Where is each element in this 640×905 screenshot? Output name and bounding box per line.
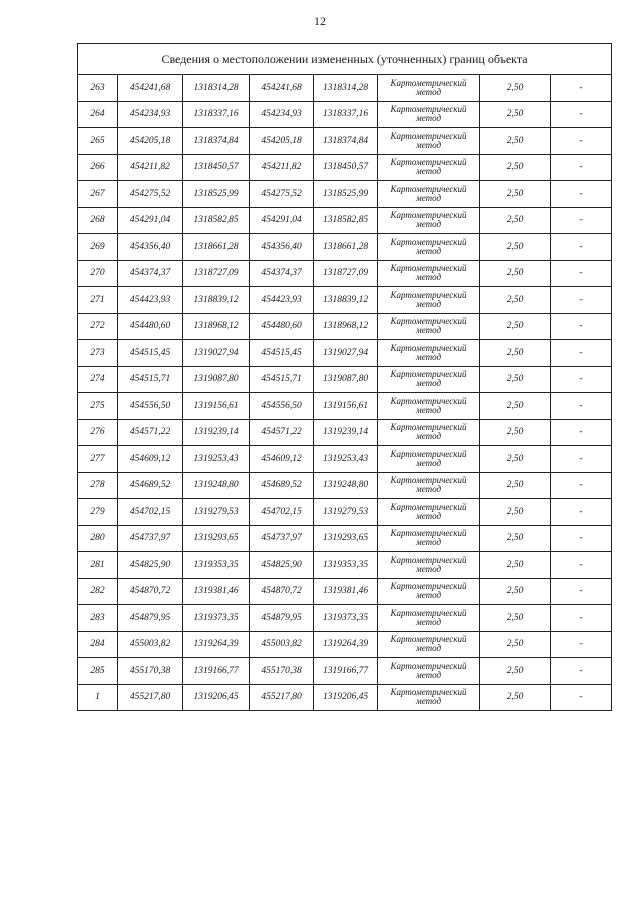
refined-x-cell: 454234,93	[250, 101, 314, 128]
existing-x-cell: 454825,90	[118, 552, 183, 579]
note-cell: -	[551, 207, 612, 234]
note-cell: -	[551, 75, 612, 102]
note-cell: -	[551, 181, 612, 208]
refined-y-cell: 1319166,77	[314, 658, 378, 685]
accuracy-cell: 2,50	[480, 499, 551, 526]
table-row	[78, 658, 612, 685]
existing-y-cell: 1319166,77	[183, 658, 250, 685]
refined-x-cell: 454702,15	[250, 499, 314, 526]
table-row	[78, 419, 612, 446]
table-row	[78, 499, 612, 526]
table-row	[78, 207, 612, 234]
refined-y-cell: 1318661,28	[314, 234, 378, 261]
note-cell: -	[551, 499, 612, 526]
accuracy-cell: 2,50	[480, 631, 551, 658]
refined-y-cell: 1319279,53	[314, 499, 378, 526]
table-row	[78, 684, 612, 711]
refined-y-cell: 1318337,16	[314, 101, 378, 128]
table-row	[78, 340, 612, 367]
note-cell: -	[551, 366, 612, 393]
point-number-cell: 272	[78, 313, 118, 340]
point-number-cell: 284	[78, 631, 118, 658]
note-cell: -	[551, 419, 612, 446]
refined-x-cell: 454515,45	[250, 340, 314, 367]
existing-y-cell: 1319373,35	[183, 605, 250, 632]
existing-x-cell: 455003,82	[118, 631, 183, 658]
refined-y-cell: 1319248,80	[314, 472, 378, 499]
method-cell: Картометрический метод	[378, 313, 480, 340]
table-title: Сведения о местоположении измененных (уточненных) границ объекта	[78, 44, 612, 75]
existing-y-cell: 1319279,53	[183, 499, 250, 526]
refined-y-cell: 1319253,43	[314, 446, 378, 473]
point-number-cell: 283	[78, 605, 118, 632]
accuracy-cell: 2,50	[480, 605, 551, 632]
existing-y-cell: 1318374,84	[183, 128, 250, 155]
page-number: 12	[314, 14, 326, 28]
existing-x-cell: 454374,37	[118, 260, 183, 287]
note-cell: -	[551, 393, 612, 420]
point-number-cell: 273	[78, 340, 118, 367]
method-cell: Картометрический метод	[378, 472, 480, 499]
table-row	[78, 128, 612, 155]
refined-x-cell: 454275,52	[250, 181, 314, 208]
existing-y-cell: 1319264,39	[183, 631, 250, 658]
method-cell: Картометрический метод	[378, 366, 480, 393]
table-row	[78, 75, 612, 102]
refined-x-cell: 454205,18	[250, 128, 314, 155]
method-cell: Картометрический метод	[378, 419, 480, 446]
accuracy-cell: 2,50	[480, 340, 551, 367]
boundary-coordinates-table	[77, 43, 612, 711]
refined-y-cell: 1318450,57	[314, 154, 378, 181]
note-cell: -	[551, 472, 612, 499]
refined-x-cell: 454423,93	[250, 287, 314, 314]
refined-y-cell: 1319373,35	[314, 605, 378, 632]
table-row	[78, 101, 612, 128]
table-row	[78, 260, 612, 287]
method-cell: Картометрический метод	[378, 605, 480, 632]
refined-x-cell: 454374,37	[250, 260, 314, 287]
note-cell: -	[551, 101, 612, 128]
refined-x-cell: 454571,22	[250, 419, 314, 446]
accuracy-cell: 2,50	[480, 207, 551, 234]
existing-y-cell: 1319027,94	[183, 340, 250, 367]
existing-x-cell: 454515,45	[118, 340, 183, 367]
method-cell: Картометрический метод	[378, 552, 480, 579]
accuracy-cell: 2,50	[480, 393, 551, 420]
existing-x-cell: 455217,80	[118, 684, 183, 711]
existing-y-cell: 1318727,09	[183, 260, 250, 287]
note-cell: -	[551, 260, 612, 287]
existing-y-cell: 1319293,65	[183, 525, 250, 552]
method-cell: Картометрический метод	[378, 181, 480, 208]
table-title-row	[78, 44, 612, 75]
table-row	[78, 366, 612, 393]
accuracy-cell: 2,50	[480, 446, 551, 473]
refined-x-cell: 454241,68	[250, 75, 314, 102]
point-number-cell: 278	[78, 472, 118, 499]
note-cell: -	[551, 552, 612, 579]
existing-x-cell: 454275,52	[118, 181, 183, 208]
method-cell: Картометрический метод	[378, 287, 480, 314]
refined-y-cell: 1319381,46	[314, 578, 378, 605]
table-row	[78, 552, 612, 579]
existing-x-cell: 455170,38	[118, 658, 183, 685]
existing-y-cell: 1319156,61	[183, 393, 250, 420]
method-cell: Картометрический метод	[378, 260, 480, 287]
method-cell: Картометрический метод	[378, 75, 480, 102]
refined-y-cell: 1318582,85	[314, 207, 378, 234]
accuracy-cell: 2,50	[480, 287, 551, 314]
table-row	[78, 631, 612, 658]
existing-y-cell: 1319239,14	[183, 419, 250, 446]
refined-y-cell: 1319087,80	[314, 366, 378, 393]
accuracy-cell: 2,50	[480, 472, 551, 499]
existing-y-cell: 1319353,35	[183, 552, 250, 579]
accuracy-cell: 2,50	[480, 181, 551, 208]
existing-x-cell: 454291,04	[118, 207, 183, 234]
refined-x-cell: 454879,95	[250, 605, 314, 632]
accuracy-cell: 2,50	[480, 366, 551, 393]
method-cell: Картометрический метод	[378, 101, 480, 128]
refined-y-cell: 1318525,99	[314, 181, 378, 208]
existing-y-cell: 1318525,99	[183, 181, 250, 208]
refined-x-cell: 455170,38	[250, 658, 314, 685]
accuracy-cell: 2,50	[480, 75, 551, 102]
note-cell: -	[551, 128, 612, 155]
method-cell: Картометрический метод	[378, 154, 480, 181]
note-cell: -	[551, 287, 612, 314]
point-number-cell: 285	[78, 658, 118, 685]
accuracy-cell: 2,50	[480, 684, 551, 711]
refined-y-cell: 1318839,12	[314, 287, 378, 314]
point-number-cell: 275	[78, 393, 118, 420]
refined-x-cell: 454291,04	[250, 207, 314, 234]
accuracy-cell: 2,50	[480, 260, 551, 287]
point-number-cell: 266	[78, 154, 118, 181]
refined-x-cell: 454737,97	[250, 525, 314, 552]
method-cell: Картометрический метод	[378, 234, 480, 261]
method-cell: Картометрический метод	[378, 499, 480, 526]
existing-y-cell: 1318450,57	[183, 154, 250, 181]
refined-y-cell: 1319239,14	[314, 419, 378, 446]
note-cell: -	[551, 658, 612, 685]
refined-y-cell: 1318727,09	[314, 260, 378, 287]
refined-x-cell: 454870,72	[250, 578, 314, 605]
refined-x-cell: 454609,12	[250, 446, 314, 473]
accuracy-cell: 2,50	[480, 154, 551, 181]
method-cell: Картометрический метод	[378, 658, 480, 685]
existing-y-cell: 1318582,85	[183, 207, 250, 234]
refined-x-cell: 454825,90	[250, 552, 314, 579]
method-cell: Картометрический метод	[378, 631, 480, 658]
note-cell: -	[551, 578, 612, 605]
table-row	[78, 393, 612, 420]
existing-y-cell: 1319381,46	[183, 578, 250, 605]
refined-x-cell: 455003,82	[250, 631, 314, 658]
table-row	[78, 154, 612, 181]
point-number-cell: 282	[78, 578, 118, 605]
accuracy-cell: 2,50	[480, 658, 551, 685]
table-row	[78, 525, 612, 552]
existing-x-cell: 454205,18	[118, 128, 183, 155]
refined-y-cell: 1319293,65	[314, 525, 378, 552]
table-row	[78, 578, 612, 605]
refined-x-cell: 454556,50	[250, 393, 314, 420]
point-number-cell: 265	[78, 128, 118, 155]
note-cell: -	[551, 684, 612, 711]
existing-y-cell: 1318337,16	[183, 101, 250, 128]
existing-y-cell: 1318968,12	[183, 313, 250, 340]
point-number-cell: 271	[78, 287, 118, 314]
existing-x-cell: 454571,22	[118, 419, 183, 446]
method-cell: Картометрический метод	[378, 128, 480, 155]
existing-y-cell: 1319206,45	[183, 684, 250, 711]
accuracy-cell: 2,50	[480, 128, 551, 155]
method-cell: Картометрический метод	[378, 525, 480, 552]
refined-y-cell: 1319156,61	[314, 393, 378, 420]
method-cell: Картометрический метод	[378, 684, 480, 711]
existing-x-cell: 454702,15	[118, 499, 183, 526]
refined-x-cell: 455217,80	[250, 684, 314, 711]
refined-x-cell: 454211,82	[250, 154, 314, 181]
existing-y-cell: 1319087,80	[183, 366, 250, 393]
note-cell: -	[551, 154, 612, 181]
existing-y-cell: 1318661,28	[183, 234, 250, 261]
point-number-cell: 269	[78, 234, 118, 261]
existing-x-cell: 454609,12	[118, 446, 183, 473]
existing-y-cell: 1319253,43	[183, 446, 250, 473]
existing-y-cell: 1318839,12	[183, 287, 250, 314]
note-cell: -	[551, 525, 612, 552]
table-row	[78, 287, 612, 314]
accuracy-cell: 2,50	[480, 234, 551, 261]
existing-x-cell: 454234,93	[118, 101, 183, 128]
method-cell: Картометрический метод	[378, 578, 480, 605]
accuracy-cell: 2,50	[480, 101, 551, 128]
refined-y-cell: 1318314,28	[314, 75, 378, 102]
existing-x-cell: 454211,82	[118, 154, 183, 181]
method-cell: Картометрический метод	[378, 446, 480, 473]
point-number-cell: 277	[78, 446, 118, 473]
method-cell: Картометрический метод	[378, 340, 480, 367]
existing-y-cell: 1318314,28	[183, 75, 250, 102]
note-cell: -	[551, 605, 612, 632]
refined-x-cell: 454689,52	[250, 472, 314, 499]
existing-x-cell: 454356,40	[118, 234, 183, 261]
refined-x-cell: 454480,60	[250, 313, 314, 340]
existing-x-cell: 454423,93	[118, 287, 183, 314]
point-number-cell: 281	[78, 552, 118, 579]
point-number-cell: 267	[78, 181, 118, 208]
accuracy-cell: 2,50	[480, 313, 551, 340]
note-cell: -	[551, 313, 612, 340]
table-row	[78, 605, 612, 632]
note-cell: -	[551, 340, 612, 367]
table-row	[78, 181, 612, 208]
existing-x-cell: 454870,72	[118, 578, 183, 605]
refined-y-cell: 1318968,12	[314, 313, 378, 340]
point-number-cell: 270	[78, 260, 118, 287]
point-number-cell: 274	[78, 366, 118, 393]
refined-x-cell: 454515,71	[250, 366, 314, 393]
table-row	[78, 446, 612, 473]
point-number-cell: 279	[78, 499, 118, 526]
accuracy-cell: 2,50	[480, 419, 551, 446]
existing-x-cell: 454879,95	[118, 605, 183, 632]
refined-x-cell: 454356,40	[250, 234, 314, 261]
point-number-cell: 263	[78, 75, 118, 102]
method-cell: Картометрический метод	[378, 393, 480, 420]
note-cell: -	[551, 631, 612, 658]
existing-y-cell: 1319248,80	[183, 472, 250, 499]
accuracy-cell: 2,50	[480, 552, 551, 579]
point-number-cell: 1	[78, 684, 118, 711]
refined-y-cell: 1319264,39	[314, 631, 378, 658]
point-number-cell: 264	[78, 101, 118, 128]
existing-x-cell: 454737,97	[118, 525, 183, 552]
existing-x-cell: 454556,50	[118, 393, 183, 420]
point-number-cell: 268	[78, 207, 118, 234]
refined-y-cell: 1319206,45	[314, 684, 378, 711]
accuracy-cell: 2,50	[480, 578, 551, 605]
method-cell: Картометрический метод	[378, 207, 480, 234]
note-cell: -	[551, 446, 612, 473]
table-row	[78, 472, 612, 499]
refined-y-cell: 1319027,94	[314, 340, 378, 367]
refined-y-cell: 1319353,35	[314, 552, 378, 579]
table-row	[78, 313, 612, 340]
table-row	[78, 234, 612, 261]
existing-x-cell: 454689,52	[118, 472, 183, 499]
existing-x-cell: 454515,71	[118, 366, 183, 393]
point-number-cell: 280	[78, 525, 118, 552]
accuracy-cell: 2,50	[480, 525, 551, 552]
note-cell: -	[551, 234, 612, 261]
existing-x-cell: 454241,68	[118, 75, 183, 102]
existing-x-cell: 454480,60	[118, 313, 183, 340]
refined-y-cell: 1318374,84	[314, 128, 378, 155]
point-number-cell: 276	[78, 419, 118, 446]
